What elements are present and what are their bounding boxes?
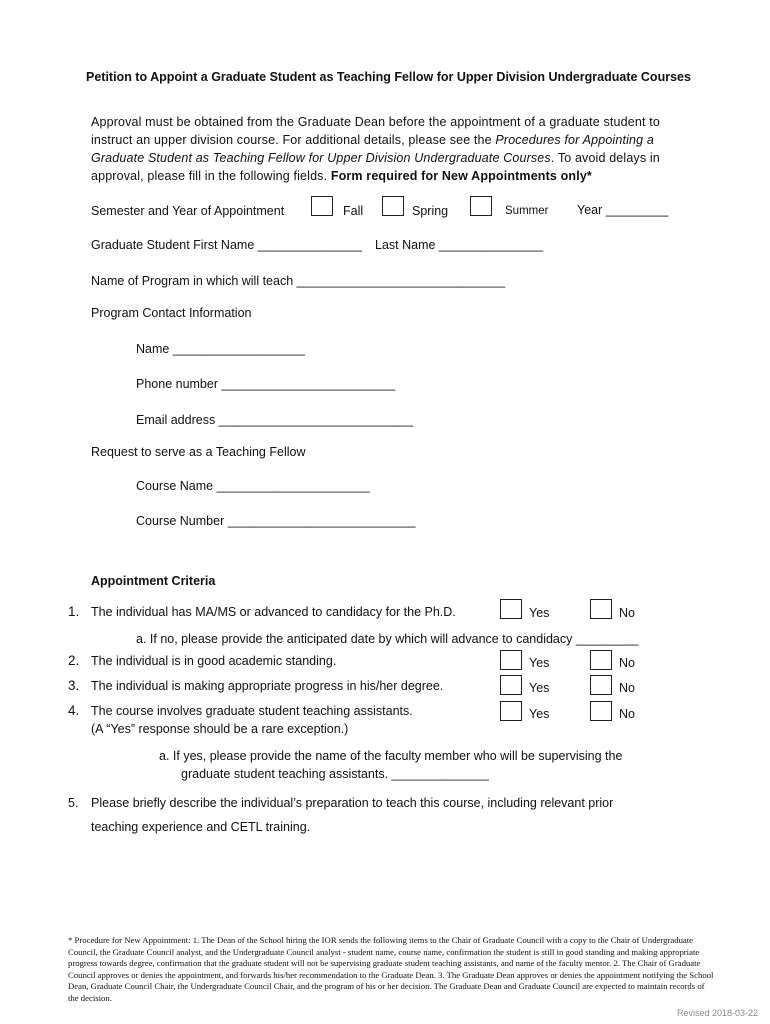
fall-checkbox[interactable]: [311, 196, 333, 216]
criterion-2-text: The individual is in good academic standing.: [91, 654, 337, 668]
intro-text-2: . To avoid delays in approval, please fill in the following fields.: [91, 151, 660, 183]
criterion-2-number: 2.: [68, 653, 80, 668]
intro-paragraph: [91, 113, 681, 185]
form-required-note: Form required for New Appointments only*: [330, 169, 592, 183]
criterion-1-no-checkbox[interactable]: [590, 599, 612, 619]
criterion-3-no-checkbox[interactable]: [590, 675, 612, 695]
criterion-2-yes-label: Yes: [529, 656, 550, 670]
footnote: * Procedure for New Appointment: 1. The Dean of the School hiring the IOR sends the following items to the Chair of Graduate Council with a copy to the Chair of Undergraduate Council, the Graduate Council analyst, and the Undergraduate Council analyst - student name, course name, confirmation the student is still in good standing and making appropriate progress towards degree, confirmation that the graduate student will not be supervising graduate student teaching assistants, and name of the faculty mentor. 2. The Chair of Graduate Council approves or denies the appointment, and forwards his/her recommendation to the Graduate Dean. 3. The Graduate Dean approves or denies the appointment notifying the School Dean, Graduate Council Chair, the Undergraduate Council Chair, and the program of his or her decision. The Graduate Dean and Graduate Council are expected to maintain records of the decision.: [68, 935, 714, 1003]
criterion-3-yes-label: Yes: [529, 681, 550, 695]
spring-checkbox[interactable]: [382, 196, 404, 216]
criterion-4-number: 4.: [68, 703, 80, 718]
student-last-name-field[interactable]: Last Name _______________: [375, 238, 544, 252]
criterion-3-number: 3.: [68, 678, 80, 693]
intro-text-1: Approval must be obtained from the Graduate Dean before the appointment of a graduate student to instruct an upper division course. For additional details, please see the: [91, 115, 660, 147]
criterion-3-text: The individual is making appropriate progress in his/her degree.: [91, 679, 444, 693]
criterion-1-number: 1.: [68, 604, 80, 619]
fall-label: Fall: [343, 204, 364, 218]
program-contact-heading: Program Contact Information: [91, 306, 252, 320]
summer-label: Summer: [505, 205, 549, 217]
page-title: Petition to Appoint a Graduate Student as Teaching Fellow for Upper Division Undergraduate Courses: [86, 70, 691, 84]
criterion-5-text-line2: teaching experience and CETL training.: [91, 820, 311, 834]
criterion-4-yes-label: Yes: [529, 707, 550, 721]
criterion-3-yes-checkbox[interactable]: [500, 675, 522, 695]
criterion-1-no-label: No: [619, 606, 635, 620]
request-heading: Request to serve as a Teaching Fellow: [91, 445, 306, 459]
course-name-field[interactable]: Course Name ______________________: [136, 479, 370, 493]
criterion-4-yes-checkbox[interactable]: [500, 701, 522, 721]
criterion-3-no-label: No: [619, 681, 635, 695]
criterion-1-yes-checkbox[interactable]: [500, 599, 522, 619]
criterion-4-sub-a: a. If yes, please provide the name of the faculty member who will be supervising the: [159, 749, 623, 763]
criterion-4-note: (A “Yes” response should be a rare exception.): [91, 722, 349, 736]
criterion-1-text: The individual has MA/MS or advanced to candidacy for the Ph.D.: [91, 605, 456, 619]
criterion-2-no-label: No: [619, 656, 635, 670]
criterion-1-yes-label: Yes: [529, 606, 550, 620]
year-field[interactable]: Year _________: [577, 203, 669, 217]
criterion-5-text: Please briefly describe the individual’s preparation to teach this course, including relevant prior: [91, 796, 614, 810]
contact-name-field[interactable]: Name ___________________: [136, 342, 305, 356]
criterion-5-number: 5.: [68, 796, 79, 810]
criterion-2-yes-checkbox[interactable]: [500, 650, 522, 670]
summer-checkbox[interactable]: [470, 196, 492, 216]
course-number-field[interactable]: Course Number ___________________________: [136, 514, 416, 528]
criterion-1-sub-a[interactable]: a. If no, please provide the anticipated date by which will advance to candidacy _________: [136, 632, 639, 646]
procedures-reference: Procedures for Appointing a Graduate Student as Teaching Fellow for Upper Division Undergraduate Courses: [91, 133, 654, 165]
contact-phone-field[interactable]: Phone number _________________________: [136, 377, 396, 391]
contact-email-field[interactable]: Email address ____________________________: [136, 413, 414, 427]
criterion-4-no-label: No: [619, 707, 635, 721]
program-name-field[interactable]: Name of Program in which will teach ______________________________: [91, 274, 506, 288]
semester-label: Semester and Year of Appointment: [91, 204, 285, 218]
criterion-2-no-checkbox[interactable]: [590, 650, 612, 670]
criterion-4-no-checkbox[interactable]: [590, 701, 612, 721]
criteria-heading: Appointment Criteria: [91, 574, 216, 588]
spring-label: Spring: [412, 204, 449, 218]
criterion-4-text: The course involves graduate student teaching assistants.: [91, 704, 413, 718]
student-first-name-field[interactable]: Graduate Student First Name _______________: [91, 238, 363, 252]
criterion-4-supervisor-field[interactable]: graduate student teaching assistants. ______________: [181, 767, 489, 781]
revised-date: Revised 2018-03-22: [676, 1008, 758, 1018]
